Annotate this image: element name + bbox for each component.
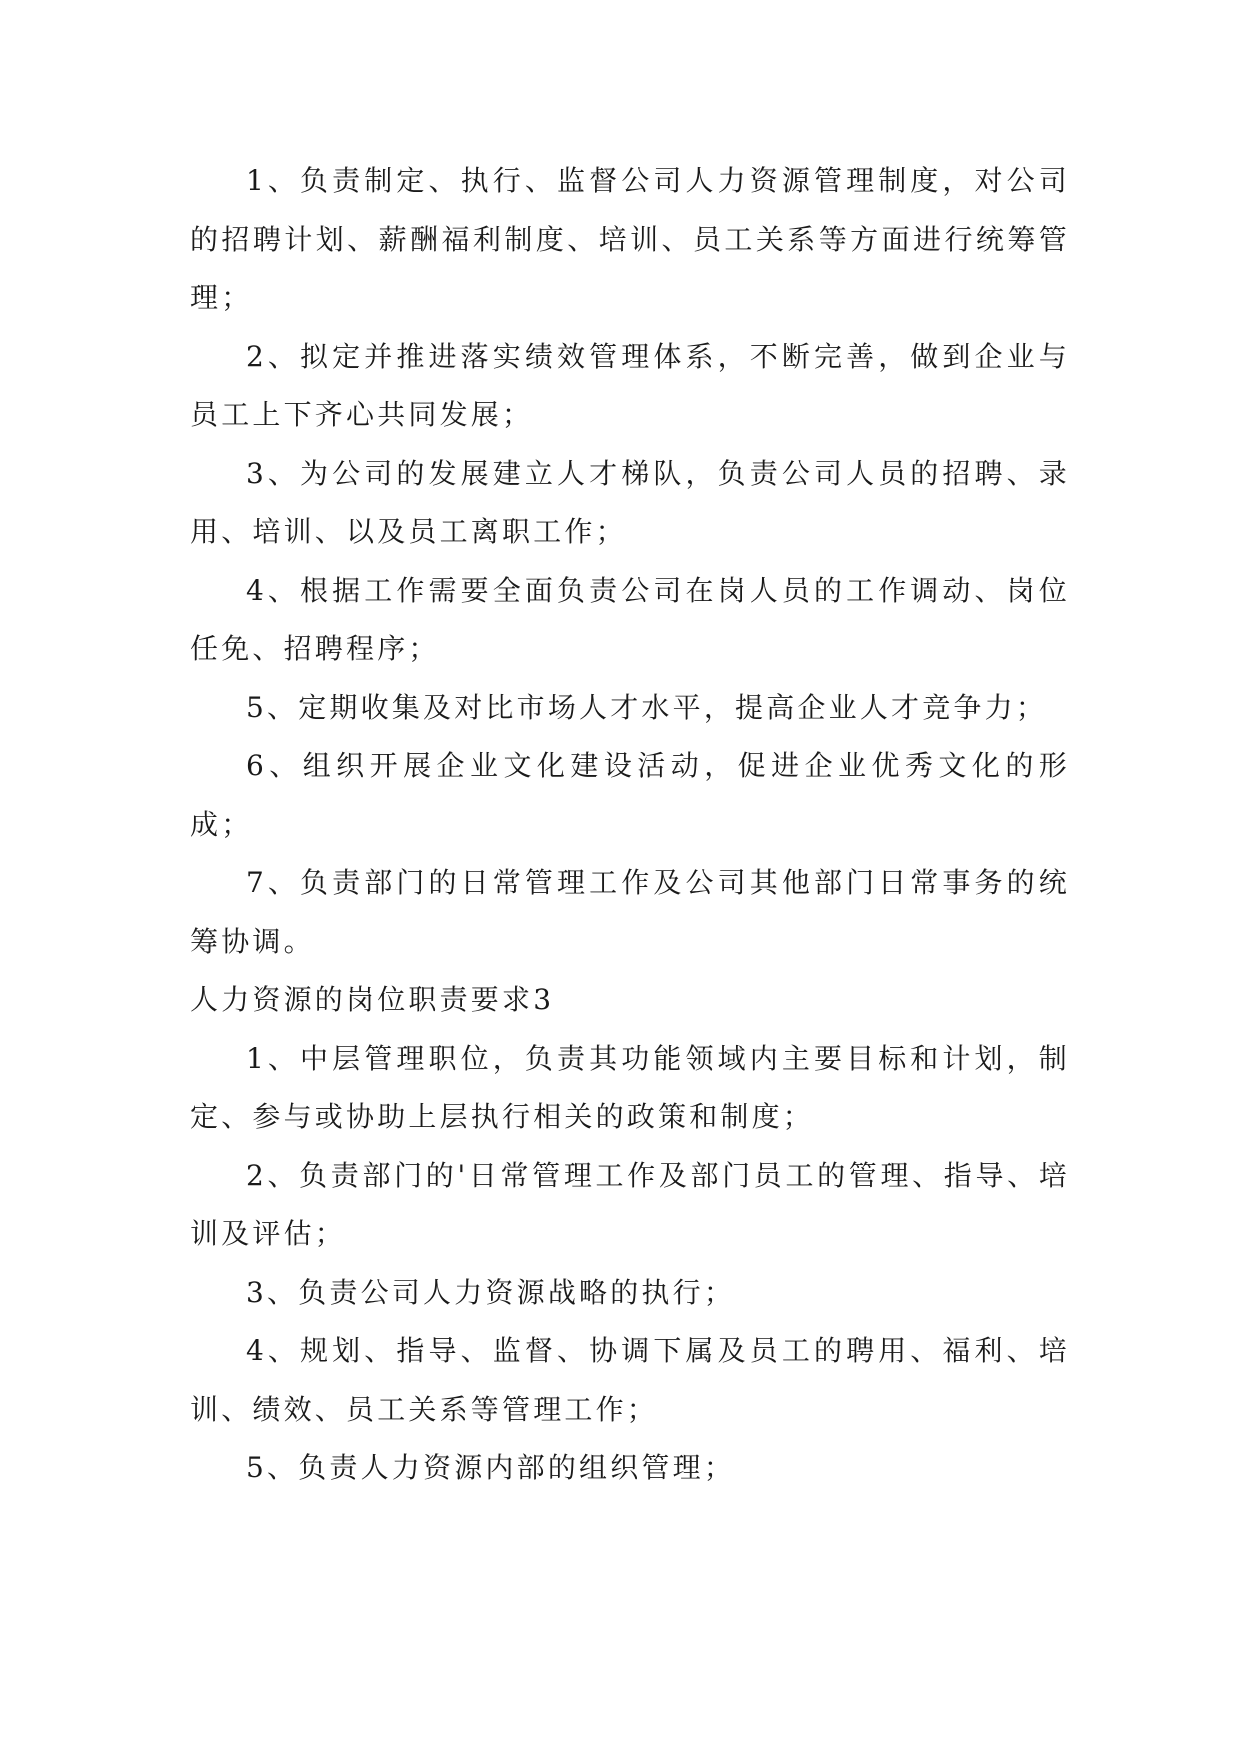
paragraph-1-4: 4、根据工作需要全面负责公司在岗人员的工作调动、岗位任免、招聘程序； [190,573,1070,665]
paragraph-1-3: 3、为公司的发展建立人才梯队，负责公司人员的招聘、录用、培训、以及员工离职工作； [190,456,1070,548]
paragraph-1-7: 7、负责部门的日常管理工作及公司其他部门日常事务的统筹协调。 [190,866,1070,958]
paragraph-2-5: 5、负责人力资源内部的组织管理； [246,1451,736,1484]
paragraph-1-1: 1、负责制定、执行、监督公司人力资源管理制度，对公司的招聘计划、薪酬福利制度、培训、员工关系等方面进行统筹管理； [190,164,1070,314]
paragraph-1-2: 2、拟定并推进落实绩效管理体系，不断完善，做到企业与员工上下齐心共同发展； [190,339,1070,431]
paragraph-1-6: 6、组织开展企业文化建设活动，促进企业优秀文化的形成； [190,749,1070,841]
document-page [190,152,1070,1498]
paragraph-2-1: 1、中层管理职位，负责其功能领域内主要目标和计划，制定、参与或协助上层执行相关的政策和制度； [190,1041,1070,1133]
paragraph-2-3: 3、负责公司人力资源战略的执行； [246,1275,736,1309]
paragraph-2-4: 4、规划、指导、监督、协调下属及员工的聘用、福利、培训、绩效、员工关系等管理工作； [190,1334,1070,1426]
paragraph-1-5: 5、定期收集及对比市场人才水平，提高企业人才竞争力； [246,690,1048,724]
paragraph-2-2: 2、负责部门的'日常管理工作及部门员工的管理、指导、培训及评估； [190,1158,1070,1250]
section-heading: 人力资源的岗位职责要求3 [190,983,555,1016]
